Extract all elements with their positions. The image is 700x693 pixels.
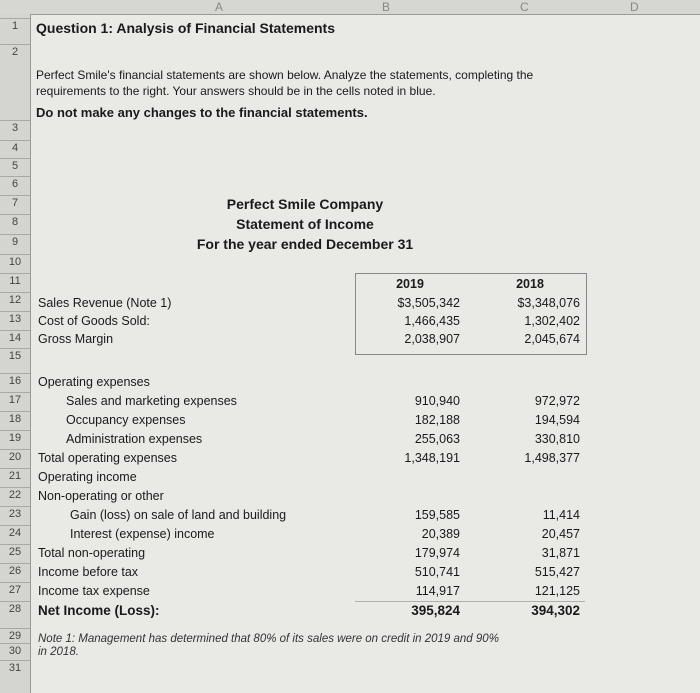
row-divider xyxy=(0,468,30,469)
row-number[interactable]: 16 xyxy=(8,375,22,387)
sales-marketing-2019[interactable]: 910,940 xyxy=(414,394,460,408)
row-divider xyxy=(0,140,30,141)
row-number[interactable]: 8 xyxy=(11,216,19,228)
company-name[interactable]: Perfect Smile Company xyxy=(226,196,384,212)
cogs-label[interactable]: Cost of Goods Sold: xyxy=(38,314,150,328)
row-divider xyxy=(0,582,30,583)
row-number[interactable]: 5 xyxy=(11,160,19,172)
interest-2018[interactable]: 20,457 xyxy=(541,527,580,541)
statement-name[interactable]: Statement of Income xyxy=(236,216,374,232)
year-2019-header[interactable]: 2019 xyxy=(396,277,424,291)
operating-income-label[interactable]: Operating income xyxy=(38,470,137,484)
admin-2019[interactable]: 255,063 xyxy=(414,432,460,446)
row-divider xyxy=(0,601,30,602)
row-number[interactable]: 18 xyxy=(8,413,22,425)
row-divider xyxy=(0,311,30,312)
row-divider xyxy=(0,392,30,393)
column-header-c[interactable]: C xyxy=(520,0,529,14)
row-divider xyxy=(0,660,30,661)
row-number[interactable]: 21 xyxy=(8,470,22,482)
row-number[interactable]: 24 xyxy=(8,527,22,539)
row-divider xyxy=(0,158,30,159)
column-header-bar xyxy=(0,0,700,15)
row-number[interactable]: 28 xyxy=(8,603,22,615)
row-number[interactable]: 6 xyxy=(11,178,19,190)
gain-2018[interactable]: 11,414 xyxy=(542,508,580,522)
nonop-header-label[interactable]: Non-operating or other xyxy=(38,489,164,503)
row-divider xyxy=(0,214,30,215)
total-nonop-label[interactable]: Total non-operating xyxy=(38,546,146,560)
pretax-label[interactable]: Income before tax xyxy=(38,565,139,579)
gain-label[interactable]: Gain (loss) on sale of land and building xyxy=(70,508,287,522)
gross-margin-2019[interactable]: 2,038,907 xyxy=(404,332,460,346)
tax-label[interactable]: Income tax expense xyxy=(38,584,150,598)
row-number[interactable]: 27 xyxy=(8,584,22,596)
note-line-1[interactable]: Note 1: Management has determined that 80% of its sales were on credit in 2019 and 90% xyxy=(38,633,499,645)
sales-label[interactable]: Sales Revenue (Note 1) xyxy=(38,296,172,310)
row-divider xyxy=(0,487,30,488)
statement-period[interactable]: For the year ended December 31 xyxy=(196,236,414,252)
gain-2019[interactable]: 159,585 xyxy=(414,508,460,522)
row-divider xyxy=(0,348,30,349)
opex-header-label[interactable]: Operating expenses xyxy=(38,375,150,389)
row-divider xyxy=(0,273,30,274)
net-income-2019[interactable]: 395,824 xyxy=(411,603,460,618)
total-opex-label[interactable]: Total operating expenses xyxy=(38,451,177,465)
intro-line-1[interactable]: Perfect Smile's financial statements are shown below. Analyze the statements, completing the xyxy=(36,68,534,82)
row-number[interactable]: 17 xyxy=(8,394,22,406)
row-divider xyxy=(0,563,30,564)
intro-line-2[interactable]: requirements to the right. Your answers should be in the cells noted in blue. xyxy=(36,84,436,98)
column-header-b[interactable]: B xyxy=(382,0,391,14)
cogs-2019[interactable]: 1,466,435 xyxy=(404,314,460,328)
row-number[interactable]: 23 xyxy=(8,508,22,520)
row-number[interactable]: 9 xyxy=(11,236,19,248)
year-2018-header[interactable]: 2018 xyxy=(516,277,544,291)
row-divider xyxy=(0,525,30,526)
column-header-a[interactable]: A xyxy=(215,0,224,14)
sales-2018[interactable]: $3,348,076 xyxy=(517,296,580,310)
row-divider xyxy=(0,628,30,629)
total-nonop-2019[interactable]: 179,974 xyxy=(414,546,460,560)
row-number[interactable]: 7 xyxy=(11,197,19,209)
row-number[interactable]: 15 xyxy=(8,350,22,362)
interest-2019[interactable]: 20,389 xyxy=(421,527,460,541)
row-number[interactable]: 1 xyxy=(11,20,19,32)
row-divider xyxy=(0,120,30,121)
row-number[interactable]: 20 xyxy=(8,451,22,463)
row-number[interactable]: 14 xyxy=(8,332,22,344)
row-divider xyxy=(0,449,30,450)
row-number[interactable]: 29 xyxy=(8,630,22,642)
occupancy-2018[interactable]: 194,594 xyxy=(534,413,580,427)
row-divider xyxy=(0,176,30,177)
sales-marketing-2018[interactable]: 972,972 xyxy=(534,394,580,408)
row-divider xyxy=(0,643,30,644)
row-divider xyxy=(0,292,30,293)
row-divider xyxy=(0,195,30,196)
net-income-2018[interactable]: 394,302 xyxy=(531,603,580,618)
row-number[interactable]: 13 xyxy=(8,313,22,325)
row-number[interactable]: 3 xyxy=(11,122,19,134)
row-divider xyxy=(0,373,30,374)
row-divider xyxy=(0,330,30,331)
row-divider xyxy=(0,544,30,545)
row-number[interactable]: 10 xyxy=(8,256,22,268)
pretax-2019[interactable]: 510,741 xyxy=(414,565,460,579)
interest-label[interactable]: Interest (expense) income xyxy=(70,527,215,541)
sales-marketing-label[interactable]: Sales and marketing expenses xyxy=(66,394,237,408)
row-divider xyxy=(0,254,30,255)
admin-2018[interactable]: 330,810 xyxy=(534,432,580,446)
row-number[interactable]: 4 xyxy=(11,142,19,154)
occupancy-2019[interactable]: 182,188 xyxy=(414,413,460,427)
row-divider xyxy=(0,430,30,431)
row-number[interactable]: 31 xyxy=(8,662,22,674)
net-income-label[interactable]: Net Income (Loss): xyxy=(38,603,160,618)
total-opex-2019[interactable]: 1,348,191 xyxy=(404,451,460,465)
row-divider xyxy=(0,18,30,19)
row-number[interactable]: 25 xyxy=(8,546,22,558)
row-number[interactable]: 26 xyxy=(8,565,22,577)
admin-label[interactable]: Administration expenses xyxy=(66,432,203,446)
occupancy-label[interactable]: Occupancy expenses xyxy=(66,413,186,427)
question-title[interactable]: Question 1: Analysis of Financial Statements xyxy=(36,20,335,36)
row-number[interactable]: 22 xyxy=(8,489,22,501)
net-income-rule xyxy=(355,601,585,602)
row-number[interactable]: 11 xyxy=(9,275,21,287)
gross-margin-label[interactable]: Gross Margin xyxy=(38,332,114,346)
row-divider xyxy=(0,234,30,235)
row-divider xyxy=(0,506,30,507)
pretax-2018[interactable]: 515,427 xyxy=(534,565,580,579)
row-number[interactable]: 12 xyxy=(8,294,22,306)
row-number[interactable]: 30 xyxy=(8,645,22,657)
total-opex-2018[interactable]: 1,498,377 xyxy=(524,451,580,465)
note-line-2[interactable]: in 2018. xyxy=(38,646,79,658)
row-header-bar xyxy=(0,14,31,693)
gross-margin-2018[interactable]: 2,045,674 xyxy=(524,332,580,346)
intro-warning[interactable]: Do not make any changes to the financial statements. xyxy=(36,105,368,120)
tax-2019[interactable]: 114,917 xyxy=(415,584,460,598)
cogs-2018[interactable]: 1,302,402 xyxy=(524,314,580,328)
row-divider xyxy=(0,411,30,412)
column-header-d[interactable]: D xyxy=(630,0,639,14)
tax-2018[interactable]: 121,125 xyxy=(534,584,580,598)
total-nonop-2018[interactable]: 31,871 xyxy=(541,546,580,560)
row-divider xyxy=(0,44,30,45)
sales-2019[interactable]: $3,505,342 xyxy=(397,296,460,310)
row-number[interactable]: 19 xyxy=(8,432,22,444)
row-number[interactable]: 2 xyxy=(11,46,19,58)
